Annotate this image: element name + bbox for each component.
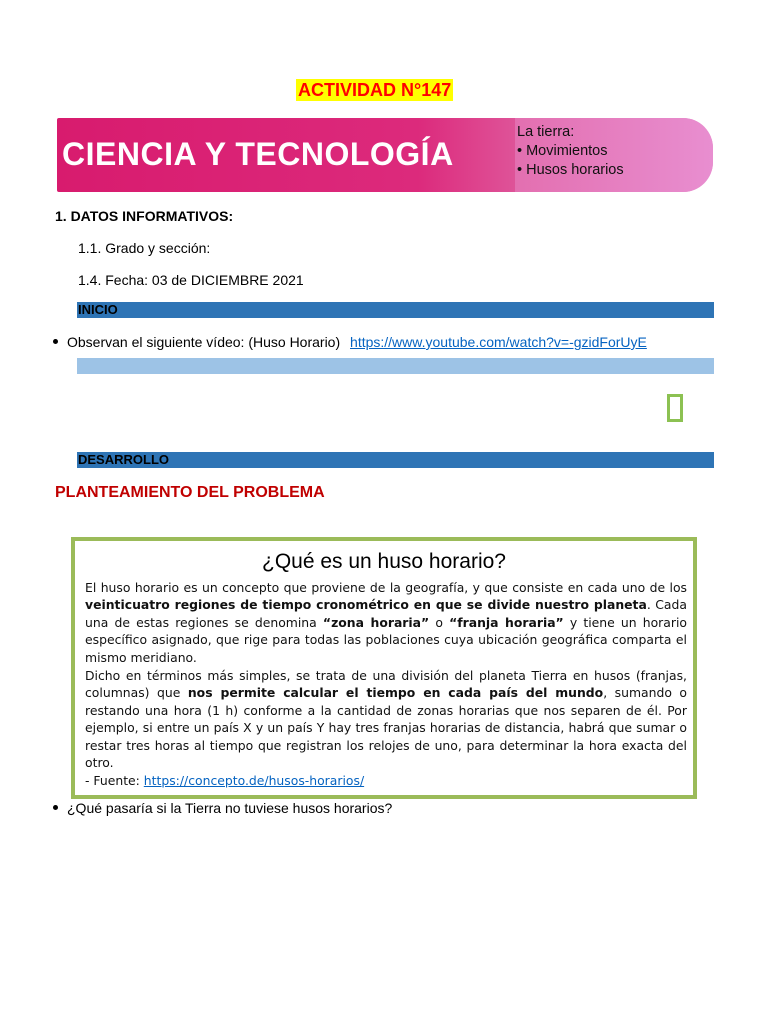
box-text [85,579,687,791]
grado-seccion: 1.1. Grado y sección: [78,240,211,256]
fecha: 1.4. Fecha: 03 de DICIEMBRE 2021 [78,272,304,288]
desarrollo-bar: DESARROLLO [77,452,714,468]
banner-topic-heading: La tierra: [517,124,575,140]
question-text: ¿Qué pasaría si la Tierra no tuviese husos horarios? [67,800,393,816]
bullet-icon [53,805,58,810]
paragraph-2: Dicho en términos más simples, se trata de una división del planeta Tierra en husos (franjas, columnas) que nos permite calcular el tiempo en cada país del mundo, sumando o restando una hora (1 h) conforme a la cantidad de zonas horarias que nos separen de él. Por ejemplo, si entre un país X y un país Y hay tres franjas horarias de distancia, habrá que sumar o restar tres horas al tiempo que registran los relojes de uno, para determinar la hora exacta del otro. [85,668,688,771]
subject-banner [57,118,713,192]
banner-subject: CIENCIA Y TECNOLOGÍA [62,136,454,172]
source-line: - Fuente: https://concepto.de/husos-horarios/ [85,773,365,789]
inicio-bar: INICIO [77,302,714,318]
video-text: Observan el siguiente vídeo: (Huso Horario) [67,334,341,350]
green-rectangle-icon [667,394,683,422]
banner-topic-item: • Husos horarios [517,162,624,178]
box-title: ¿Qué es un huso horario? [262,550,506,573]
datos-heading: 1. DATOS INFORMATIVOS: [55,208,234,224]
video-link[interactable]: https://www.youtube.com/watch?v=-gzidForUyE [350,334,647,350]
definition-box [71,537,697,799]
source-link[interactable]: https://concepto.de/husos-horarios/ [143,773,365,789]
activity-title: ACTIVIDAD N°147 [298,80,452,100]
question-bullet [53,799,713,817]
banner-topic-item: • Movimientos [517,143,608,159]
video-bullet [53,333,713,351]
paragraph-1: El huso horario es un concepto que proviene de la geografía, y que consiste en cada uno de los veinticuatro regiones de tiempo cronométrico en que se divide nuestro planeta. Cada una de estas regiones se denomina “zona horaria” o “franja horaria” y tiene un horario específico asignado, que rige para todas las poblaciones cuya ubicación geográfica comparta el mismo meridiano. [85,580,687,665]
problem-heading: PLANTEAMIENTO DEL PROBLEMA [55,484,325,501]
banner-topics [515,118,713,192]
separator-bar [77,358,714,374]
bullet-icon [53,339,58,344]
